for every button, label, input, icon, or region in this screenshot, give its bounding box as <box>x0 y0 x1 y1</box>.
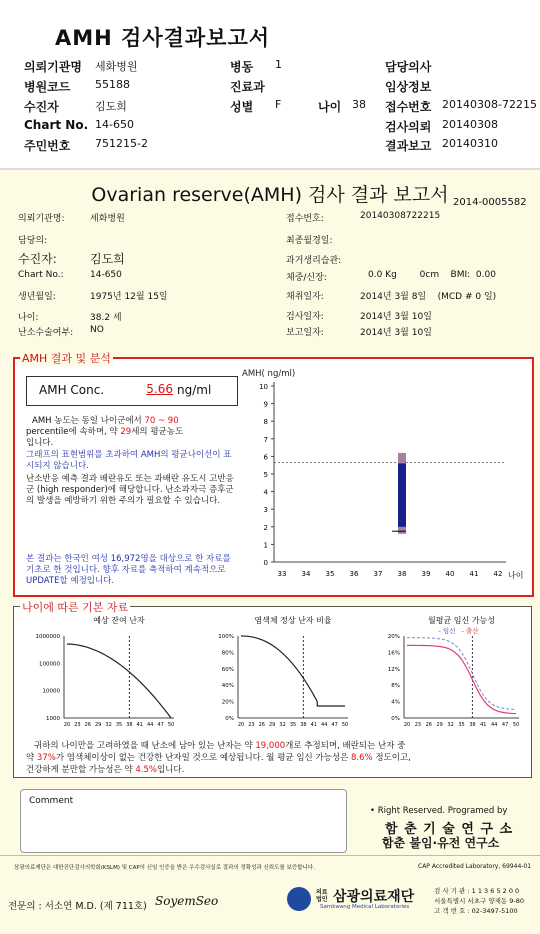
basic-summary <box>26 740 526 776</box>
y-tick-label: 0 <box>263 559 268 567</box>
brand-prefix: 의료 법인 <box>316 889 328 903</box>
brand-name: 삼광의료재단 <box>333 889 415 905</box>
field-value: NO <box>90 325 104 335</box>
x-tick-label: 38 <box>126 722 133 728</box>
contact-line: 고 객 번 호 : 02-3497-5100 <box>434 907 518 915</box>
egg-count-chart <box>20 614 180 732</box>
x-axis-label: 나이 <box>508 571 524 580</box>
info-label: 주민번호 <box>24 139 71 153</box>
page-title: AMH 검사결과보고서 <box>55 26 271 50</box>
x-tick-label: 32 <box>279 722 286 728</box>
info-label: 병동 <box>230 60 254 74</box>
y-tick-label: 12% <box>387 666 400 673</box>
chart-title: AMH( ng/ml) <box>242 369 296 379</box>
info-value: F <box>275 98 282 111</box>
info-label: 성별 <box>230 100 254 114</box>
x-tick-label: 47 <box>331 722 338 728</box>
s1a: 귀하의 나이만을 고려하였을 때 난소에 남아 있는 난자는 약 <box>34 741 253 751</box>
report-id: 2014-0005582 <box>453 197 527 208</box>
field-label: 최종월경일: <box>286 236 333 246</box>
s1b: 개로 추정되며, 배란되는 난자 중 <box>285 741 406 751</box>
info-label: 접수번호 <box>385 100 432 114</box>
normal-ratio-curve <box>241 636 345 706</box>
x-tick-label: 33 <box>277 570 287 578</box>
s2c: 정도이고, <box>375 753 411 763</box>
x-tick-label: 23 <box>248 722 255 728</box>
y-tick-label: 10 <box>259 383 268 391</box>
info-label: 임상정보 <box>385 80 432 94</box>
field-label: 보고일자: <box>286 328 324 338</box>
cap-text: CAP Accredited Laboratory, 69944-01 <box>418 863 532 870</box>
x-tick-label: 20 <box>237 722 245 728</box>
field-label: 의뢰기관명: <box>18 214 65 224</box>
info-label: 나이 <box>318 100 342 114</box>
mini-chart-title: 예상 잔여 난자 <box>93 616 145 625</box>
x-tick-label: 50 <box>167 722 175 728</box>
x-tick-label: 39 <box>421 570 431 578</box>
analysis-text-4: 본 결과는 한국인 여성 16,972명을 대상으로 한 자료를 기초로 한 것입니다. 향후 자료를 축적하여 계속적으로 UPDATE할 예정입니다. <box>26 554 231 586</box>
y-tick-label: 60% <box>221 666 234 673</box>
info-label: 검사의뢰 <box>385 120 432 134</box>
s3a: 건강하게 분만할 가능성은 약 <box>26 765 133 775</box>
info-value: 55188 <box>95 78 130 91</box>
p1d: 입니다. <box>26 438 54 448</box>
brand-logo-icon <box>287 887 311 911</box>
institute-2: 함춘 불임·유전 연구소 <box>382 836 500 850</box>
y-tick-label: 1 <box>263 541 268 550</box>
pregnancy-curve <box>407 638 516 710</box>
y-tick-label: 8% <box>391 683 400 690</box>
y-tick-label: 4% <box>391 699 400 706</box>
y-tick-label: 5 <box>263 471 268 479</box>
y-tick-label: 1000 <box>46 716 60 722</box>
x-tick-label: 41 <box>480 722 487 728</box>
s2-preg: 8.6% <box>351 753 373 763</box>
x-tick-label: 32 <box>105 722 112 728</box>
info-value: 20140308-72215 <box>442 98 537 111</box>
rights-text: • Right Reserved. Programed by <box>370 806 508 816</box>
y-tick-label: 6 <box>263 453 268 462</box>
s1-num: 19,000 <box>255 741 286 751</box>
x-tick-label: 23 <box>74 722 81 728</box>
x-tick-label: 26 <box>258 722 265 728</box>
comment-label: Comment <box>29 796 74 806</box>
x-tick-label: 23 <box>414 722 422 728</box>
x-tick-label: 20 <box>63 722 71 728</box>
amh-conc-label: AMH Conc. <box>39 383 105 397</box>
field-label: 생년월일: <box>18 292 56 302</box>
x-tick-label: 29 <box>95 722 102 728</box>
x-tick-label: 35 <box>325 570 335 578</box>
amh-conc-unit: ng/ml <box>177 383 212 397</box>
field-label: 수진자: <box>18 252 57 266</box>
x-tick-label: 38 <box>397 570 407 578</box>
field-label: 과거생리습관: <box>286 256 342 266</box>
y-tick-label: 9 <box>263 400 268 409</box>
s2a: 약 <box>26 753 35 763</box>
info-value: 751215-2 <box>95 137 148 150</box>
x-tick-label: 41 <box>310 722 317 728</box>
x-tick-label: 44 <box>491 722 498 728</box>
x-tick-label: 47 <box>157 722 164 728</box>
mini-chart-title: 염색체 정상 난자 비율 <box>254 616 332 625</box>
y-tick-label: 2 <box>263 523 268 532</box>
y-tick-label: 3 <box>263 506 268 515</box>
s2-pct: 37% <box>36 753 56 763</box>
x-tick-label: 50 <box>341 722 349 728</box>
info-value: 38 <box>352 98 366 111</box>
egg-count-curve <box>67 644 171 718</box>
y-tick-label: 0% <box>225 716 234 722</box>
x-tick-label: 37 <box>373 570 383 578</box>
y-tick-label: 0% <box>391 716 400 722</box>
info-label: 진료과 <box>230 80 265 94</box>
y-tick-label: 4 <box>263 488 268 497</box>
x-tick-label: 50 <box>512 722 520 728</box>
report-title: Ovarian reserve(AMH) 검사 결과 보고서 <box>91 184 449 206</box>
x-tick-label: 38 <box>469 722 476 728</box>
x-tick-label: 44 <box>147 722 154 728</box>
field-label: 나이: <box>18 313 39 323</box>
amh-conc-value: 5.66 <box>146 382 173 396</box>
s3b: 입니다. <box>156 765 185 775</box>
y-tick-label: 20% <box>221 699 234 706</box>
mini-chart-title: 월평균 임신 가능성 <box>428 616 495 625</box>
contact-block <box>434 886 524 916</box>
y-tick-label: 80% <box>221 650 234 657</box>
x-tick-label: 35 <box>458 722 465 728</box>
info-label: 병원코드 <box>24 80 71 94</box>
field-value: 2014년 3월 10일 <box>360 328 432 338</box>
field-value: 20140308722215 <box>360 211 441 221</box>
pregnancy-chance-chart <box>360 614 525 732</box>
y-tick-label: 20% <box>387 634 400 640</box>
x-tick-label: 26 <box>84 722 91 728</box>
field-value: 0.0 Kg 0cm BMI: 0.00 <box>368 270 496 280</box>
field-value: 2014년 3월 10일 <box>360 312 432 322</box>
s2b: 가 염색체이상이 없는 건강한 난자일 것으로 예상됩니다. 월 평균 임신 가능성은 <box>55 753 349 763</box>
contact-line: 검 사 기 관 : 1 1 3 6 5 2 0 0 <box>434 887 520 895</box>
analysis-text-1 <box>26 416 234 449</box>
x-tick-label: 34 <box>301 570 311 578</box>
info-label: 수진자 <box>24 100 59 114</box>
field-label: 접수번호: <box>286 214 324 224</box>
y-tick-label: 100000 <box>39 661 60 668</box>
info-value: 김도희 <box>95 100 127 113</box>
divider <box>0 855 540 856</box>
s3-birth: 4.5% <box>135 765 157 775</box>
amh-age-chart <box>236 366 526 588</box>
x-tick-label: 44 <box>321 722 328 728</box>
doctor-name: 전문의 : 서소연 M.D. (제 711호) <box>8 901 147 912</box>
legend-pregnancy: - 임신 <box>438 627 456 635</box>
x-tick-label: 29 <box>269 722 276 728</box>
institute-1: 함 춘 기 술 연 구 소 <box>385 822 514 837</box>
x-tick-label: 41 <box>136 722 143 728</box>
iqr-bar <box>398 463 406 526</box>
birth-curve <box>407 645 516 713</box>
x-tick-label: 26 <box>425 722 432 728</box>
x-tick-label: 32 <box>447 722 454 728</box>
x-tick-label: 38 <box>300 722 307 728</box>
y-tick-label: 10000 <box>42 688 60 695</box>
info-value: 14-650 <box>95 118 134 131</box>
p1a: AMH 농도는 동일 나이군에서 <box>32 416 142 426</box>
info-label: 의뢰기관명 <box>24 60 82 74</box>
contact-line: 서울특별시 서초구 양재동 9-80 <box>434 897 525 905</box>
analysis-text-2: 그래프의 표현범위를 초과하여 AMH의 평균나이선이 표시되지 않습니다. <box>26 450 232 471</box>
y-tick-label: 40% <box>221 683 234 690</box>
x-tick-label: 35 <box>289 722 297 728</box>
x-tick-label: 29 <box>436 722 443 728</box>
x-tick-label: 20 <box>403 722 411 728</box>
field-value: 1975년 12월 15일 <box>90 292 168 302</box>
comment-box <box>20 789 347 853</box>
x-tick-label: 41 <box>469 570 479 578</box>
field-value: 14-650 <box>90 270 122 280</box>
field-value: 김도희 <box>90 252 125 266</box>
p1b: percentile에 속하며, 약 <box>26 427 118 437</box>
x-tick-label: 42 <box>493 570 503 578</box>
field-value: 38.2 세 <box>90 313 122 323</box>
amh-conc-box <box>26 376 238 406</box>
info-value: 세화병원 <box>95 60 138 73</box>
x-tick-label: 36 <box>349 570 359 578</box>
y-tick-label: 100% <box>218 634 234 640</box>
p1-age: 29 <box>120 427 132 437</box>
field-label: 담당의: <box>18 236 48 246</box>
info-value: 20140308 <box>442 118 498 131</box>
field-label: 채취일자: <box>286 292 324 302</box>
x-tick-label: 47 <box>501 722 509 728</box>
analysis-text-3: 난소반응 예측 결과 배란유도 또는 과배란 유도시 고반응군 (high responder)에 해당합니다. 난소과자극 증후군의 발생을 예방하기 위한 주의가 필요할 수 있습니다. <box>26 474 234 506</box>
field-label: 검사일자: <box>286 312 324 322</box>
doctor-signature: SoyemSeo <box>155 894 219 908</box>
info-label: Chart No. <box>24 118 89 132</box>
certification-text: 삼광의료재단은 대한진단검사의학회(KSLM) 및 CAP의 신임 인증을 받은 우수검사실로 결과의 정확성과 신뢰도를 보증합니다. <box>14 865 315 871</box>
basic-section-title: 나이에 따른 기본 자료 <box>22 601 129 614</box>
field-value: 2014년 3월 8일 (MCD # 0 일) <box>360 292 497 302</box>
x-tick-label: 35 <box>115 722 123 728</box>
y-tick-label: 8 <box>263 418 268 427</box>
field-value: 세화병원 <box>90 214 125 224</box>
field-label: 난소수술여부: <box>18 328 74 338</box>
info-label: 담당의사 <box>385 60 432 74</box>
field-label: Chart No.: <box>18 270 64 280</box>
y-tick-label: 7 <box>263 435 268 444</box>
p1c: 세의 평균농도 <box>131 427 184 437</box>
brand-english: Samkwang Medical Laboratories <box>320 904 410 910</box>
info-value: 20140310 <box>442 137 498 150</box>
y-tick-label: 16% <box>387 650 400 657</box>
p1-range: 70 ~ 90 <box>144 416 179 426</box>
analysis-section-title: AMH 결과 및 분석 <box>22 352 111 365</box>
legend-birth: - 출산 <box>461 627 479 635</box>
field-label: 체중/신장: <box>286 273 327 283</box>
x-tick-label: 40 <box>445 570 455 578</box>
y-tick-label: 1000000 <box>35 634 60 640</box>
normal-egg-ratio-chart <box>194 614 354 732</box>
info-label: 결과보고 <box>385 139 432 153</box>
info-value: 1 <box>275 58 282 71</box>
